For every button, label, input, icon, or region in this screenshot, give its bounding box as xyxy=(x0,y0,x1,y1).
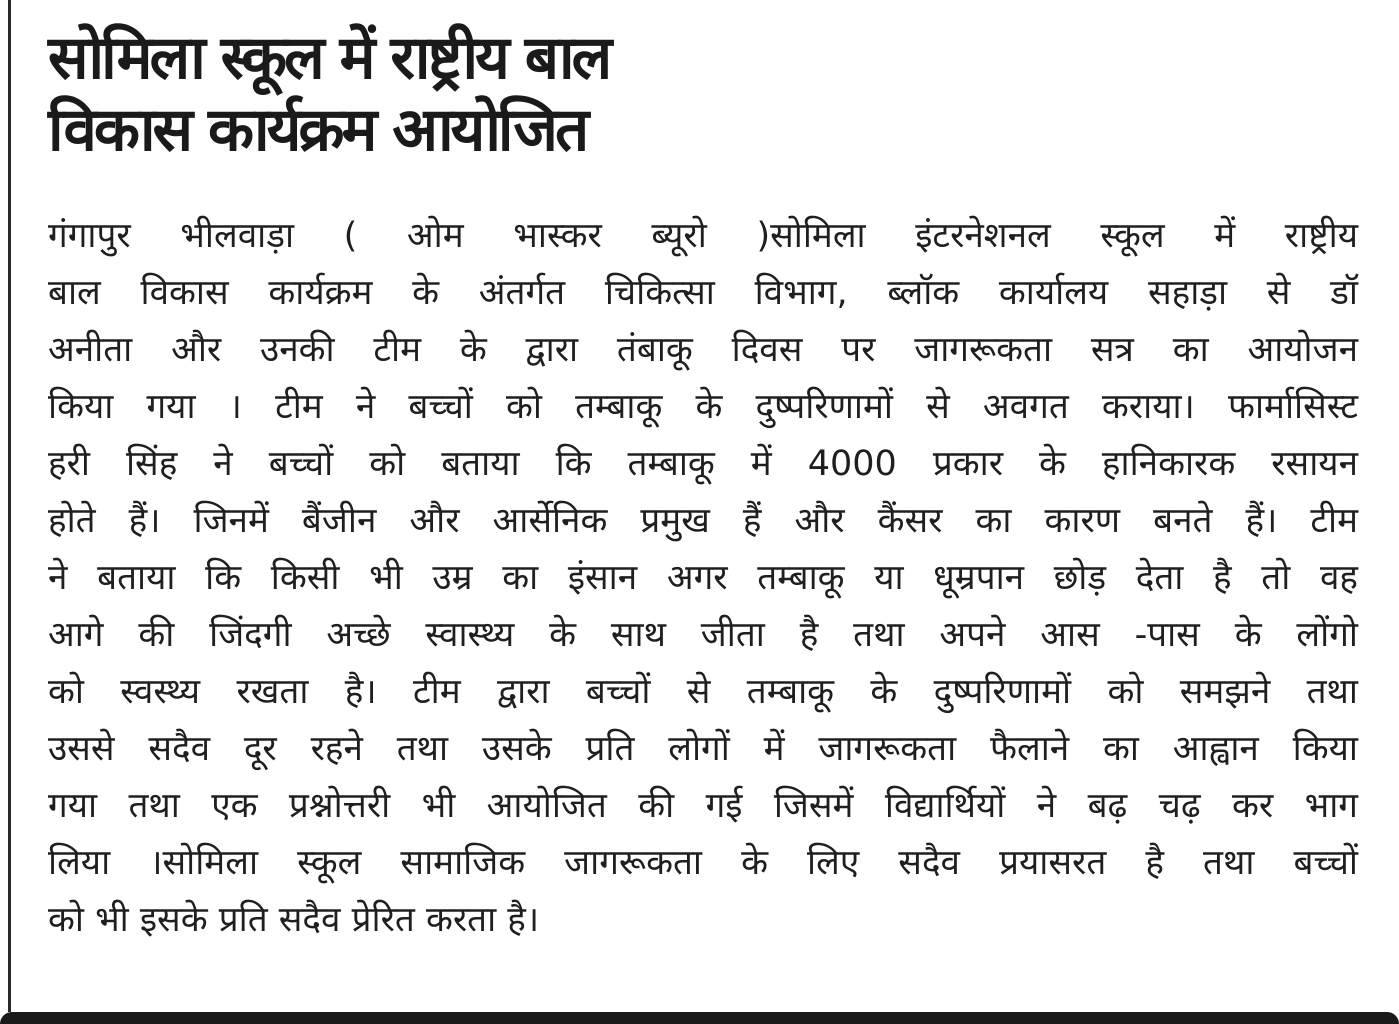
article-line: बाल विकास कार्यक्रम के अंतर्गत चिकित्सा विभाग, ब्लॉक कार्यालय सहाड़ा से डॉ xyxy=(48,273,1358,313)
article-line: गंगापुर भीलवाड़ा ( ओम भास्कर ब्यूरो )सोमिला इंटरनेशनल स्कूल में राष्ट्रीय xyxy=(48,216,1358,256)
article-line: उससे सदैव दूर रहने तथा उसके प्रति लोगों में जागरूकता फैलाने का आह्वान किया xyxy=(48,729,1358,769)
article-line: गया तथा एक प्रश्नोत्तरी भी आयोजित की गई जिसमें विद्यार्थियों ने बढ़ चढ़ कर भाग xyxy=(48,786,1358,826)
article-line: को भी इसके प्रति सदैव प्रेरित करता है। xyxy=(48,900,540,940)
article-body xyxy=(48,208,1358,949)
headline xyxy=(48,22,1368,166)
article-line: आगे की जिंदगी अच्छे स्वास्थ्य के साथ जीता है तथा अपने आस -पास के लोंगो xyxy=(48,615,1358,655)
article-line: लिया ।सोमिला स्कूल सामाजिक जागरूकता के लिए सदैव प्रयासरत है तथा बच्चों xyxy=(48,843,1358,883)
article-line: अनीता और उनकी टीम के द्वारा तंबाकू दिवस पर जागरूकता सत्र का आयोजन xyxy=(48,330,1358,370)
column-divider xyxy=(8,0,11,1012)
headline-line: विकास कार्यक्रम आयोजित xyxy=(48,95,587,165)
headline-line: सोमिला स्कूल में राष्ट्रीय बाल xyxy=(48,23,610,93)
article-line: किया गया । टीम ने बच्चों को तम्बाकू के दुष्परिणामों से अवगत कराया। फार्मासिस्ट xyxy=(48,387,1358,427)
bottom-border-bar xyxy=(0,1012,1399,1024)
article-line: हरी सिंह ने बच्चों को बताया कि तम्बाकू में 4000 प्रकार के हानिकारक रसायन xyxy=(48,444,1358,484)
article-line: को स्वस्थ्य रखता है। टीम द्वारा बच्चों से तम्बाकू के दुष्परिणामों को समझने तथा xyxy=(48,672,1358,712)
article-line: होते हैं। जिनमें बैंजीन और आर्सेनिक प्रमुख हैं और कैंसर का कारण बनते हैं। टीम xyxy=(48,501,1358,541)
article-line: ने बताया कि किसी भी उम्र का इंसान अगर तम्बाकू या धूम्रपान छोड़ देता है तो वह xyxy=(48,558,1358,598)
